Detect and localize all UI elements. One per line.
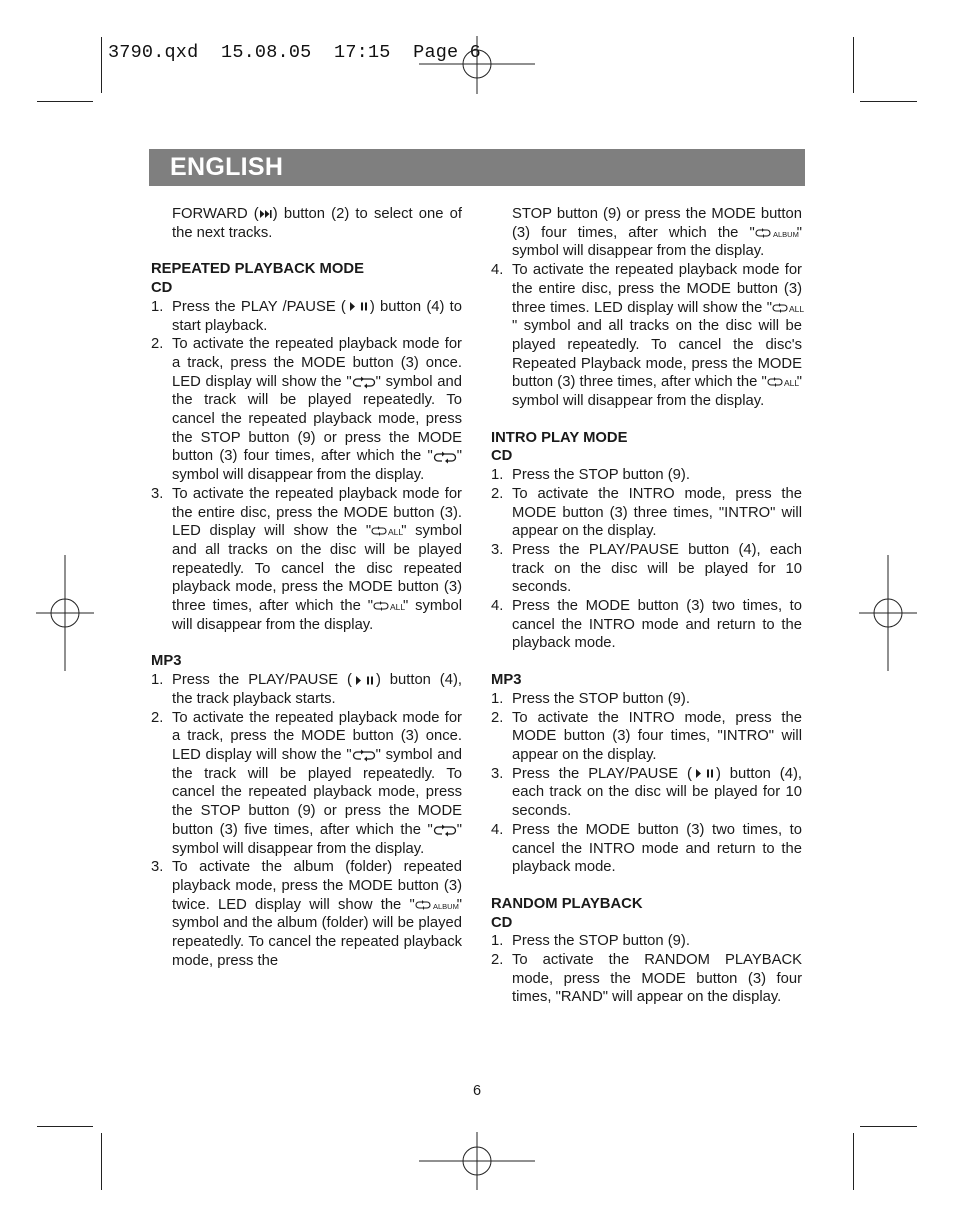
- list-item: 3. To activate the album (folder) repeated playback mode, press the MODE button (3) twice. LED display will show the " ALBUM " symbol and the album (folder) will be played repeatedly. To cancel the repeated playback mode, press the: [151, 859, 462, 969]
- language-title: ENGLISH: [170, 153, 284, 181]
- list-item: 1. Press the STOP button (9).: [491, 933, 690, 950]
- mp3-subheading: MP3: [491, 672, 522, 689]
- play-pause-icon: [692, 768, 716, 779]
- svg-text:ALBUM: ALBUM: [772, 229, 799, 239]
- list-item: 2. To activate the INTRO mode, press the MODE button (3) three times, "INTRO" will appear on the display.: [491, 485, 802, 540]
- continued-paragraph: STOP button (9) or press the MODE button (3) four times, after which the " ALBUM " symbol will disappear from the display.: [512, 206, 802, 260]
- list-item: 1. Press the STOP button (9).: [491, 690, 690, 707]
- cd-subheading: CD: [151, 280, 173, 297]
- list-item: 3. Press the PLAY/PAUSE button (4), each track on the disc will be played for 10 seconds.: [491, 541, 802, 596]
- mp3-subheading: MP3: [151, 653, 182, 670]
- list-item: 2. To activate the INTRO mode, press the MODE button (3) four times, "INTRO" will appear on the display.: [491, 709, 802, 763]
- repeated-playback-heading: REPEATED PLAYBACK MODE: [151, 261, 364, 278]
- registration-mark-left: [36, 555, 94, 671]
- cd-subheading: CD: [491, 914, 513, 931]
- next-track-icon: [259, 209, 273, 219]
- left-column: [151, 205, 462, 970]
- svg-text:ALL: ALL: [783, 378, 799, 389]
- list-item: 3. To activate the repeated playback mode for the entire disc, press the MODE button (3). LED display will show the " ALL " symbol and all tracks on the disc will be played repeatedly. To cancel the disc repeated playback mode, press the MODE button (3) three times, after which the " ALL " symbol will disappear from the display.: [151, 485, 462, 633]
- page-number: 6: [472, 1083, 482, 1099]
- repeat-icon: [433, 450, 457, 464]
- repeat-all-icon: [373, 600, 406, 613]
- list-item: 4. Press the MODE button (3) two times, to cancel the INTRO mode and return to the playback mode.: [491, 598, 802, 652]
- random-playback-heading: RANDOM PLAYBACK: [491, 895, 643, 912]
- printer-slug: 3790.qxd 15.08.05 17:15 Page 6: [108, 42, 481, 63]
- play-pause-icon: [352, 675, 376, 686]
- svg-text:ALL: ALL: [389, 602, 406, 613]
- list-item: 2. To activate the repeated playback mode for a track, press the MODE button (3) once. LED display will show the " " symbol and the track will be played repeatedly. To cancel the repeated playback mode, press the STOP button (9) or press the MODE button (3) five times, after which the " " symbol will disappear from the display.: [151, 709, 462, 857]
- repeat-album-icon: [415, 899, 457, 911]
- svg-text:ALL: ALL: [388, 527, 404, 538]
- list-item: 2. To activate the repeated playback mode for a track, press the MODE button (3) once. LED display will show the " " symbol and the track will be played repeatedly. To cancel the repeated playback mode, press the STOP button (9) or press the MODE button (3) four times, after which the " " symbol will disappear from the display.: [151, 336, 462, 484]
- registration-mark-bottom: [419, 1132, 535, 1190]
- list-item: 1. Press the PLAY /PAUSE ( ) button (4) to start playback.: [151, 298, 462, 334]
- list-item: 2. To activate the RANDOM PLAYBACK mode, press the MODE button (3) four times, "RAND" will appear on the display.: [491, 952, 802, 1006]
- svg-text:ALBUM: ALBUM: [432, 901, 459, 911]
- list-item: 4. To activate the repeated playback mode for the entire disc, press the MODE button (3) three times. LED display will show the " ALL " symbol and all tracks on the disc will be played repeatedly. To cancel the disc's Repeated Playback mode, press the MODE button (3) three times, after which the " ALL " symbol will disappear from the display.: [491, 262, 805, 410]
- play-pause-icon: [346, 301, 370, 312]
- cd-subheading: CD: [491, 448, 513, 465]
- repeat-icon: [352, 375, 376, 389]
- list-item: 1. Press the PLAY/PAUSE ( ) button (4), the track playback starts.: [151, 672, 462, 707]
- list-item: 4. Press the MODE button (3) two times, to cancel the INTRO mode and return to the playback mode.: [491, 821, 802, 876]
- right-column: [491, 205, 805, 1007]
- repeat-icon: [433, 823, 457, 837]
- list-item: 3. Press the PLAY/PAUSE ( ) button (4), each track on the disc will be played for 10 seconds.: [491, 765, 802, 820]
- svg-text:ALL: ALL: [789, 303, 805, 314]
- repeat-all-icon: [772, 302, 805, 314]
- forward-paragraph: FORWARD ( ) button (2) to select one of the next tracks.: [172, 206, 462, 241]
- repeat-all-icon: [767, 376, 797, 388]
- registration-mark-right: [859, 555, 917, 671]
- repeat-album-icon: [755, 227, 797, 239]
- language-header-bar: [149, 149, 805, 186]
- repeat-all-icon: [371, 525, 404, 538]
- intro-play-heading: INTRO PLAY MODE: [491, 429, 628, 446]
- registration-mark-top: [419, 36, 535, 94]
- repeat-icon: [352, 748, 376, 762]
- list-item: 1. Press the STOP button (9).: [491, 467, 690, 484]
